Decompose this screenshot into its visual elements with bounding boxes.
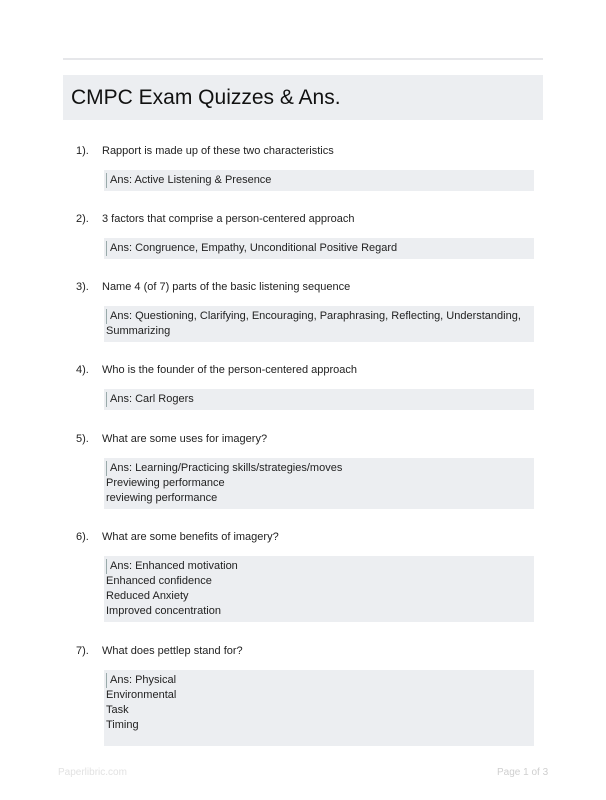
answer-line: Enhanced confidence [106,575,212,587]
answer-line: reviewing performance [106,492,218,504]
question-text: What are some benefits of imagery? [102,531,279,543]
answer-line: Previewing performance [106,477,225,489]
answer-line: Ans: Congruence, Empathy, Unconditional Positive Regard [106,241,530,256]
answer-box [104,670,534,746]
answer-line: Summarizing [106,325,171,337]
answer-line: Ans: Questioning, Clarifying, Encouraging, Paraphrasing, Reflecting, Understanding, [106,309,530,324]
answer-line: Ans: Active Listening & Presence [106,173,530,188]
question-number: 7). [76,645,89,657]
question-number: 2). [76,213,89,225]
answer-box [104,170,534,191]
page-title: CMPC Exam Quizzes & Ans. [71,85,341,109]
answer-line: Ans: Physical [106,673,530,688]
question-text: Name 4 (of 7) parts of the basic listening sequence [102,281,351,293]
answer-line: Ans: Carl Rogers [106,392,530,407]
question-number: 1). [76,145,89,157]
question-text: What does pettlep stand for? [102,645,243,657]
question-number: 5). [76,433,89,445]
answer-line: Reduced Anxiety [106,590,189,602]
question-number: 3). [76,281,89,293]
top-divider [63,58,543,60]
title-bar [63,75,543,120]
answer-box [104,238,534,259]
footer-watermark: Paperlibric.com [58,767,127,778]
answer-line: Task [106,704,129,716]
question-text: Who is the founder of the person-centered approach [102,364,357,376]
question-text: Rapport is made up of these two characteristics [102,145,334,157]
answer-line: Environmental [106,689,177,701]
answer-box [104,306,534,342]
answer-box [104,458,534,509]
question-text: 3 factors that comprise a person-centered approach [102,213,355,225]
page-number: Page 1 of 3 [497,767,549,778]
answer-line: Ans: Learning/Practicing skills/strategies/moves [106,461,530,476]
answer-line: Ans: Enhanced motivation [106,559,530,574]
answer-box [104,556,534,622]
question-number: 4). [76,364,89,376]
answer-line: Timing [106,719,139,731]
answer-box [104,389,534,410]
question-number: 6). [76,531,89,543]
answer-line: Improved concentration [106,605,221,617]
question-text: What are some uses for imagery? [102,433,268,445]
